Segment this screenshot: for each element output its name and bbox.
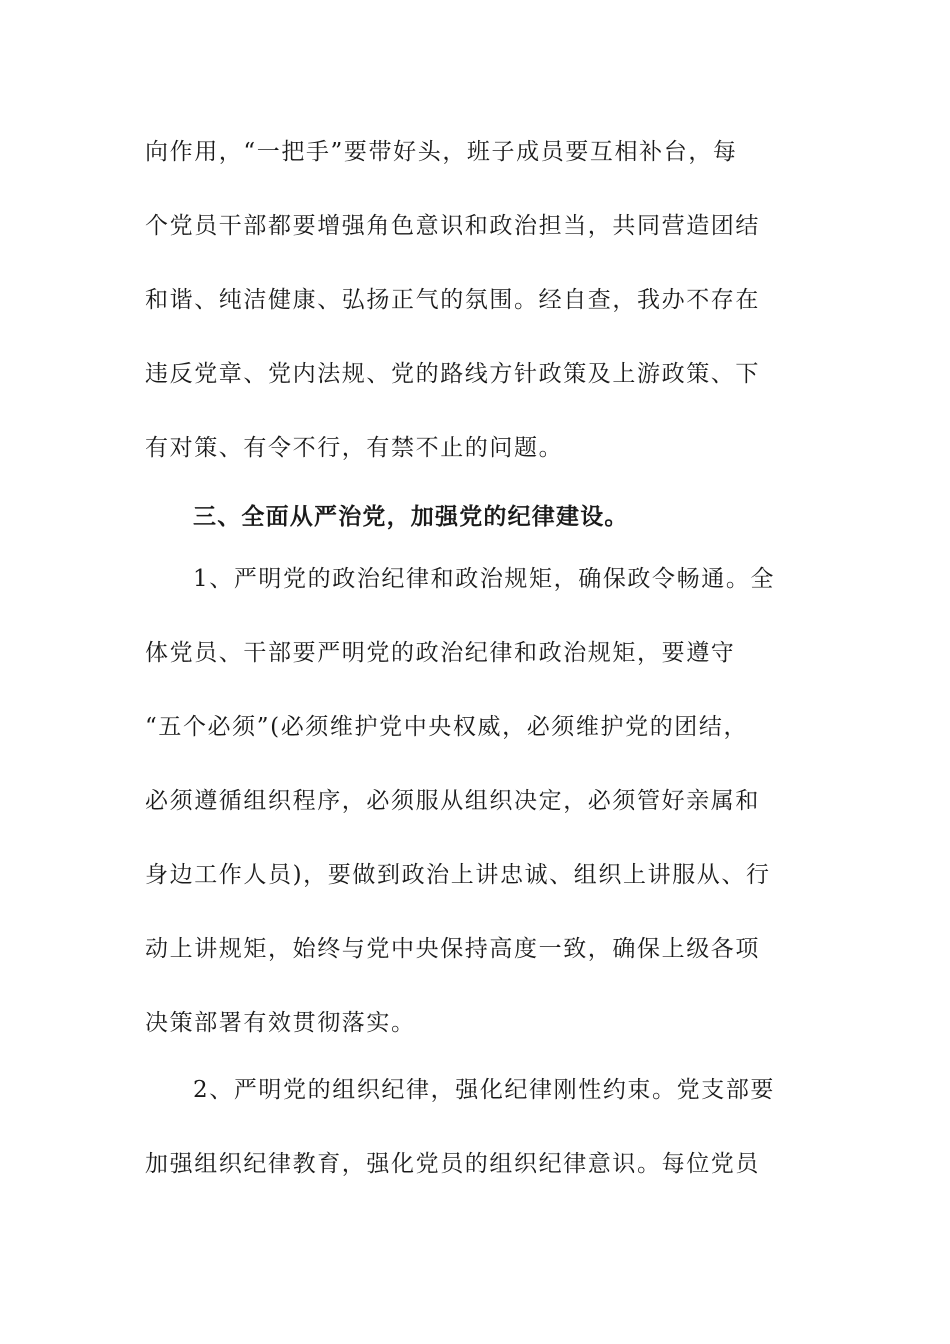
- paragraph-line: 和谐、纯洁健康、弘扬正气的氛围。经自查，我办不存在: [145, 287, 760, 313]
- paragraph-line: 违反党章、党内法规、党的路线方针政策及上游政策、下: [145, 361, 760, 387]
- paragraph-line: 身边工作人员)，要做到政治上讲忠诚、组织上讲服从、行: [145, 862, 771, 888]
- paragraph-line: 有对策、有令不行，有禁不止的问题。: [145, 435, 564, 461]
- paragraph-line: 加强组织纪律教育，强化党员的组织纪律意识。每位党员: [145, 1151, 760, 1177]
- paragraph-line: 必须遵循组织程序，必须服从组织决定，必须管好亲属和: [145, 788, 760, 814]
- paragraph-line: 向作用，“一把手”要带好头，班子成员要互相补台，每: [145, 139, 738, 165]
- paragraph-line: 体党员、干部要严明党的政治纪律和政治规矩，要遵守: [145, 640, 736, 666]
- paragraph-line: 动上讲规矩，始终与党中央保持高度一致，确保上级各项: [145, 936, 760, 962]
- paragraph-line: 个党员干部都要增强角色意识和政治担当，共同营造团结: [145, 213, 760, 239]
- paragraph-line: 决策部署有效贯彻落实。: [145, 1010, 416, 1036]
- paragraph-line: “五个必须”(必须维护党中央权威，必须维护党的团结，: [145, 714, 749, 740]
- section-heading: 三、全面从严治党，加强党的纪律建设。: [193, 503, 629, 530]
- paragraph-line: 1、严明党的政治纪律和政治规矩，确保政令畅通。全: [193, 566, 776, 592]
- paragraph-line: 2、严明党的组织纪律，强化纪律刚性约束。党支部要: [193, 1077, 776, 1103]
